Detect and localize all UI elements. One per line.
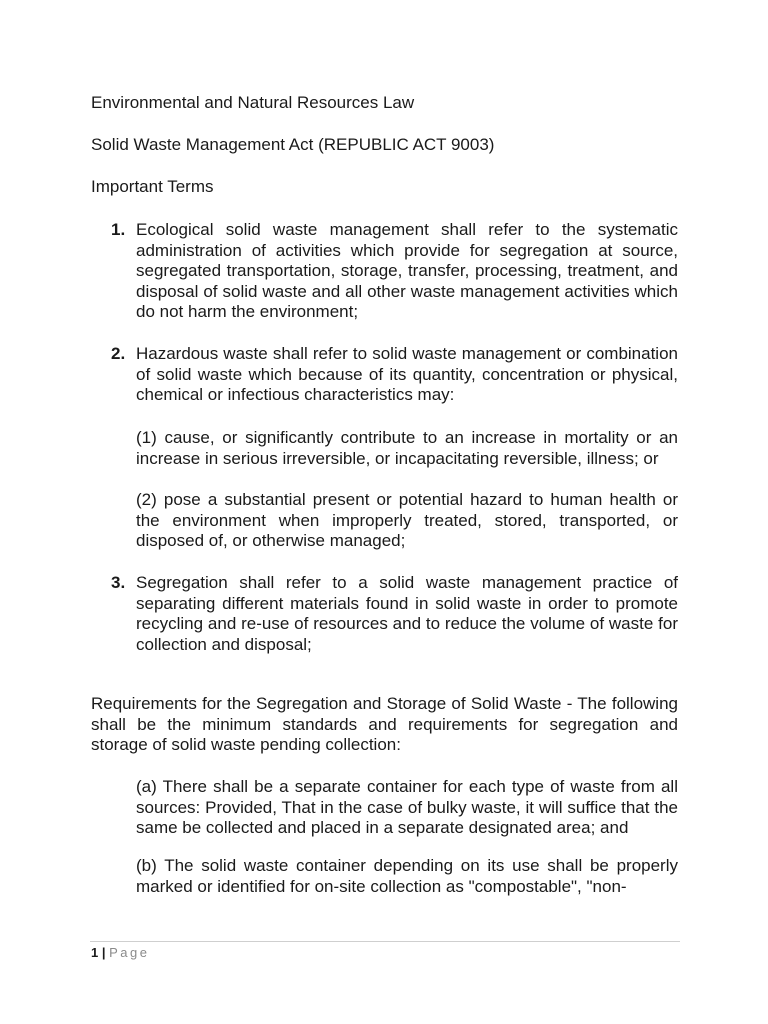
act-title: Solid Waste Management Act (REPUBLIC ACT 9003)	[91, 135, 495, 154]
requirement-b: (b) The solid waste container depending on its use shall be properly marked or identified for on-site collection as "compostable", "non-	[136, 856, 678, 896]
term-2-subclause-2: (2) pose a substantial present or potential hazard to human health or the environment when improperly treated, stored, transported, or disposed of, or otherwise managed;	[136, 490, 678, 550]
term-text: Hazardous waste shall refer to solid waste management or combination of solid waste which because of its quantity, concentration or physical, chemical or infectious characteristics may:	[136, 344, 678, 404]
term-2-subclause-1: (1) cause, or significantly contribute to an increase in mortality or an increase in serious irreversible, or incapacitating reversible, illness; or	[136, 428, 678, 468]
footer-divider	[90, 941, 680, 942]
term-number: 2.	[111, 344, 126, 363]
term-item-3	[111, 573, 678, 655]
page-footer	[91, 945, 150, 961]
term-item-1	[111, 220, 678, 323]
requirements-intro: Requirements for the Segregation and Storage of Solid Waste - The following shall be the minimum standards and requirements for segregation and storage of solid waste pending collection:	[91, 694, 678, 754]
footer-separator: |	[101, 945, 106, 960]
page-label: Page	[109, 945, 150, 960]
term-text: Segregation shall refer to a solid waste management practice of separating different materials found in solid waste in order to promote recycling and re-use of resources and to reduce the volume of waste for collection and disposal;	[136, 573, 678, 654]
term-item-2	[111, 344, 678, 406]
term-number: 1.	[111, 220, 126, 239]
term-text: Ecological solid waste management shall refer to the systematic administration of activities which provide for segregation at source, segregated transportation, storage, transfer, processing, treatment, and disposal of solid waste and all other waste management activities which do not harm the environment;	[136, 220, 678, 321]
term-number: 3.	[111, 573, 126, 592]
requirement-a: (a) There shall be a separate container for each type of waste from all sources: Provided, That in the case of bulky waste, it will suffice that the same be collected and placed in a separate designated area; and	[136, 777, 678, 837]
terms-heading: Important Terms	[91, 177, 214, 196]
document-heading: Environmental and Natural Resources Law	[91, 93, 415, 112]
page-number: 1	[91, 945, 99, 960]
